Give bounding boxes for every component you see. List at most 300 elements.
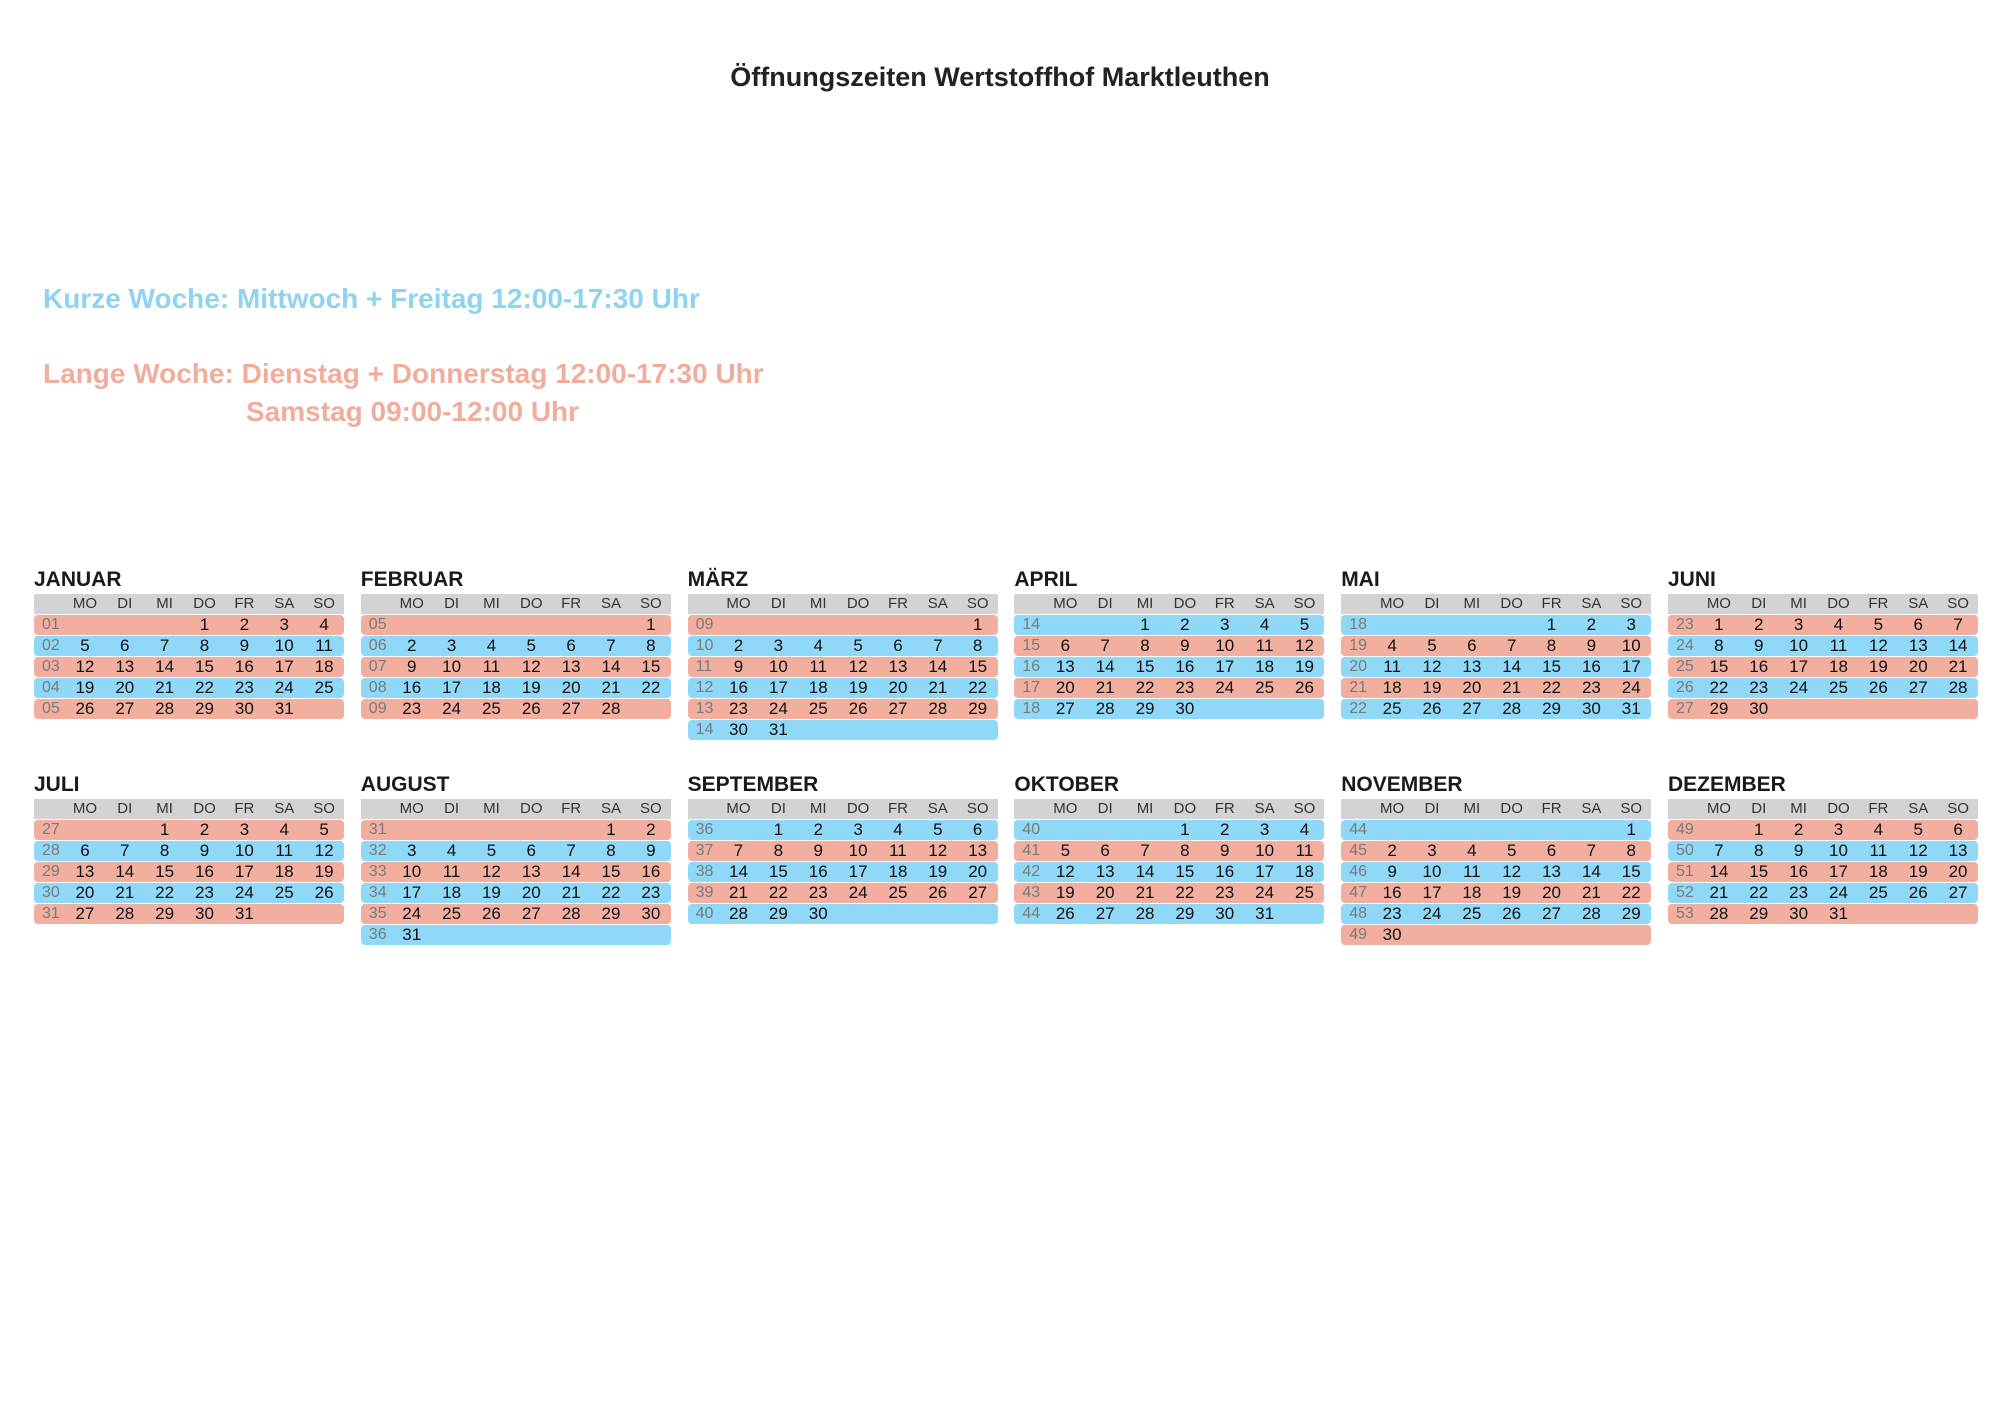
- day-cell: 25: [314, 678, 334, 697]
- day-cell: 14: [1581, 862, 1601, 881]
- day-cell: [432, 925, 472, 945]
- week-row-short: [1668, 678, 1978, 698]
- day-cell: [551, 820, 591, 840]
- day-cell: 14: [1709, 862, 1729, 881]
- week-number-header: [1668, 594, 1699, 614]
- day-cell: [65, 820, 105, 840]
- day-cell: 15: [1135, 657, 1155, 676]
- day-cell: [551, 925, 591, 945]
- day-cell: 7: [1140, 841, 1150, 860]
- day-cell: [1372, 820, 1412, 840]
- day-cell: 17: [1789, 657, 1809, 676]
- day-cell: [918, 615, 958, 635]
- day-cell: 12: [1868, 636, 1888, 655]
- day-cell: 17: [442, 678, 462, 697]
- week-row-short: [1668, 841, 1978, 861]
- day-cell: 10: [768, 657, 788, 676]
- day-cell: [511, 615, 551, 635]
- day-cell: 21: [1095, 678, 1115, 697]
- calendar-week-number: 47: [1349, 884, 1367, 901]
- day-cell: 1: [972, 615, 983, 634]
- day-cell: 18: [274, 862, 294, 881]
- day-cell: 28: [729, 904, 748, 923]
- day-cell: 20: [561, 678, 581, 697]
- day-cell: 16: [1789, 862, 1809, 881]
- day-cell: 12: [1055, 862, 1075, 881]
- day-cell: 1: [1546, 615, 1557, 634]
- day-cell: 24: [768, 699, 788, 718]
- calendar-week-number: 27: [1675, 700, 1694, 717]
- day-cell: 4: [279, 820, 289, 839]
- week-row-short: [688, 820, 998, 840]
- day-cell: 1: [199, 615, 210, 634]
- day-cell: 15: [1175, 862, 1195, 881]
- calendar-week-number: 19: [1349, 637, 1367, 654]
- day-cell: 4: [1259, 615, 1270, 634]
- day-cell: 11: [315, 636, 333, 655]
- day-cell: 6: [893, 636, 903, 655]
- weekday-fr: FR: [234, 800, 255, 817]
- day-cell: 27: [115, 699, 135, 718]
- day-cell: 22: [1621, 883, 1641, 902]
- day-cell: 14: [1502, 657, 1522, 676]
- calendar-week-number: 15: [1022, 637, 1041, 654]
- day-cell: 7: [1714, 841, 1724, 860]
- month-name: AUGUST: [360, 773, 450, 796]
- calendar-week-number: 49: [1675, 821, 1694, 838]
- weekday-sa: SA: [1908, 800, 1929, 817]
- weekday-mo: MO: [1380, 595, 1405, 612]
- day-cell: 24: [1255, 883, 1275, 902]
- day-cell: [1125, 820, 1165, 840]
- day-cell: 6: [1546, 841, 1557, 860]
- day-cell: 28: [1581, 904, 1601, 923]
- day-cell: [1699, 820, 1739, 840]
- day-cell: 20: [1462, 678, 1482, 697]
- week-row-long: [34, 657, 344, 677]
- weekday-mo: MO: [1706, 595, 1731, 612]
- day-cell: 16: [1749, 657, 1769, 676]
- day-cell: 10: [848, 841, 868, 860]
- day-cell: [1452, 820, 1492, 840]
- day-cell: 14: [1095, 657, 1115, 676]
- day-cell: 1: [159, 820, 170, 839]
- weekday-mo: MO: [72, 800, 97, 817]
- week-row-short: [1341, 862, 1651, 882]
- day-cell: 13: [521, 862, 541, 881]
- day-cell: 29: [601, 904, 621, 923]
- day-cell: 19: [521, 678, 541, 697]
- day-cell: 9: [646, 841, 656, 860]
- day-cell: 18: [1829, 657, 1848, 676]
- day-cell: 16: [195, 862, 214, 881]
- weekday-so: SO: [1620, 800, 1643, 817]
- week-row-short: [1668, 636, 1978, 656]
- day-cell: 4: [893, 820, 903, 839]
- weekday-sa: SA: [274, 595, 295, 612]
- day-cell: 5: [319, 820, 329, 839]
- calendar-week-number: 13: [695, 700, 714, 717]
- calendar-week-number: 18: [1349, 616, 1367, 633]
- day-cell: 22: [1175, 883, 1195, 902]
- day-cell: 8: [1546, 636, 1557, 655]
- day-cell: 18: [481, 678, 501, 697]
- day-cell: 13: [1462, 657, 1482, 676]
- calendar-week-number: 34: [368, 884, 387, 901]
- calendar-week-number: 40: [695, 905, 714, 922]
- day-cell: 12: [521, 657, 541, 676]
- day-cell: 4: [319, 615, 329, 634]
- day-cell: 26: [1868, 678, 1888, 697]
- month-november: [1341, 771, 1651, 976]
- day-cell: [432, 615, 472, 635]
- day-cell: 26: [75, 699, 95, 718]
- day-cell: [264, 904, 304, 924]
- calendar-week-number: 14: [1022, 616, 1041, 633]
- week-number-header: [1668, 799, 1699, 819]
- week-row-short: [34, 841, 344, 861]
- day-cell: [1412, 925, 1452, 945]
- day-cell: 4: [446, 841, 457, 860]
- calendar-week-number: 38: [695, 863, 714, 880]
- day-cell: 3: [446, 636, 457, 655]
- day-cell: [472, 820, 512, 840]
- day-cell: 15: [1749, 862, 1769, 881]
- day-cell: [472, 615, 512, 635]
- day-cell: 22: [1542, 678, 1561, 697]
- day-cell: 29: [968, 699, 988, 718]
- day-cell: 21: [155, 678, 175, 697]
- day-cell: 11: [1869, 841, 1888, 860]
- day-cell: 15: [195, 657, 214, 676]
- weekday-mi: MI: [809, 800, 827, 817]
- weekday-so: SO: [313, 800, 335, 817]
- day-cell: 21: [601, 678, 621, 697]
- day-cell: 7: [120, 841, 130, 860]
- page-title: Öffnungszeiten Wertstoffhof Marktleuthen: [730, 62, 1270, 92]
- day-cell: 4: [486, 636, 497, 655]
- day-cell: [1532, 820, 1572, 840]
- calendar-week-number: 14: [695, 721, 714, 738]
- day-cell: [511, 925, 551, 945]
- week-row-long: [34, 699, 344, 719]
- weekday-so: SO: [966, 800, 989, 817]
- week-number-header: [34, 594, 65, 614]
- day-cell: 17: [848, 862, 868, 881]
- weekday-sa: SA: [1581, 595, 1602, 612]
- weekday-di: DI: [444, 595, 460, 612]
- calendar-week-number: 17: [1022, 679, 1041, 696]
- day-cell: 12: [481, 862, 501, 881]
- week-row-short: [1014, 904, 1324, 924]
- day-cell: 31: [768, 720, 788, 739]
- calendar-week-number: 09: [368, 700, 387, 717]
- day-cell: 12: [314, 841, 334, 860]
- calendar-week-number: 37: [695, 842, 714, 859]
- week-row-long: [1014, 841, 1324, 861]
- calendar-week-number: 24: [1675, 637, 1694, 654]
- month-oktober: [1014, 771, 1324, 976]
- weekday-di: DI: [770, 800, 786, 817]
- day-cell: 31: [234, 904, 254, 923]
- day-cell: 5: [853, 636, 863, 655]
- day-cell: 2: [1754, 615, 1764, 634]
- day-cell: [1085, 820, 1125, 840]
- day-cell: 31: [274, 699, 294, 718]
- day-cell: 9: [1220, 841, 1230, 860]
- calendar-week-number: 07: [368, 658, 387, 675]
- weekday-header: [34, 799, 344, 819]
- day-cell: 11: [1295, 841, 1314, 860]
- day-cell: 3: [1626, 615, 1636, 634]
- day-cell: [105, 615, 145, 635]
- day-cell: 18: [1255, 657, 1275, 676]
- week-row-long: [1341, 925, 1651, 945]
- week-row-short: [361, 678, 671, 698]
- year-calendar: [34, 566, 1978, 976]
- calendar-week-number: 31: [42, 905, 60, 922]
- weekday-di: DI: [117, 595, 133, 612]
- day-cell: 24: [234, 883, 254, 902]
- day-cell: [1819, 699, 1859, 719]
- day-cell: 3: [1259, 820, 1270, 839]
- day-cell: 14: [561, 862, 581, 881]
- weekday-so: SO: [1293, 800, 1316, 817]
- week-number-header: [1341, 799, 1372, 819]
- day-cell: 17: [1255, 862, 1275, 881]
- day-cell: 14: [155, 657, 175, 676]
- day-cell: 3: [1427, 841, 1437, 860]
- day-cell: 13: [1055, 657, 1075, 676]
- day-cell: 30: [729, 720, 748, 739]
- day-cell: 7: [933, 636, 943, 655]
- day-cell: [1412, 615, 1452, 635]
- month-april: [1014, 566, 1324, 771]
- day-cell: 18: [808, 678, 828, 697]
- day-cell: [1779, 699, 1819, 719]
- day-cell: 23: [234, 678, 254, 697]
- day-cell: 1: [1626, 820, 1636, 839]
- day-cell: 8: [1714, 636, 1724, 655]
- legend-long-week: Lange Woche: Dienstag + Donnerstag 12:00-17:30 Uhr: [43, 358, 764, 389]
- day-cell: 4: [1467, 841, 1477, 860]
- calendar-week-number: 41: [1022, 842, 1041, 859]
- day-cell: 15: [1709, 657, 1729, 676]
- calendar-week-number: 44: [1349, 821, 1367, 838]
- day-cell: 20: [1542, 883, 1561, 902]
- day-cell: [838, 615, 878, 635]
- day-cell: 12: [1295, 636, 1314, 655]
- week-row-long: [361, 657, 671, 677]
- day-cell: 2: [406, 636, 417, 655]
- weekday-header: [688, 594, 998, 614]
- day-cell: 31: [1255, 904, 1275, 923]
- weekday-do: DO: [1173, 595, 1197, 612]
- day-cell: 19: [1908, 862, 1928, 881]
- day-cell: 28: [1948, 678, 1968, 697]
- day-cell: 20: [1055, 678, 1075, 697]
- month-dezember: [1668, 771, 1978, 976]
- day-cell: 8: [972, 636, 983, 655]
- month-mai: [1341, 566, 1651, 771]
- calendar-week-number: 03: [42, 658, 60, 675]
- day-cell: 28: [155, 699, 175, 718]
- day-cell: 22: [968, 678, 988, 697]
- week-row-long: [688, 615, 998, 635]
- day-cell: 25: [1255, 678, 1275, 697]
- day-cell: 28: [1709, 904, 1729, 923]
- week-number-header: [1014, 594, 1045, 614]
- day-cell: 19: [928, 862, 948, 881]
- day-cell: 26: [481, 904, 501, 923]
- week-number-header: [34, 799, 65, 819]
- day-cell: 26: [1908, 883, 1928, 902]
- day-cell: 17: [1829, 862, 1848, 881]
- day-cell: 20: [1908, 657, 1928, 676]
- day-cell: [304, 699, 344, 719]
- day-cell: 30: [1749, 699, 1769, 718]
- weekday-mo: MO: [72, 595, 97, 612]
- day-cell: 16: [1215, 862, 1235, 881]
- day-cell: 30: [195, 904, 214, 923]
- weekday-header: [34, 594, 344, 614]
- calendar-week-number: 12: [695, 679, 714, 696]
- week-row-short: [1341, 904, 1651, 924]
- day-cell: 10: [1422, 862, 1442, 881]
- week-row-short: [688, 678, 998, 698]
- day-cell: [1245, 699, 1285, 719]
- day-cell: 6: [1100, 841, 1110, 860]
- day-cell: 19: [481, 883, 501, 902]
- weekday-header: [688, 799, 998, 819]
- weekday-mi: MI: [1463, 800, 1481, 817]
- day-cell: 7: [1100, 636, 1110, 655]
- day-cell: 18: [442, 883, 462, 902]
- day-cell: 2: [1220, 820, 1230, 839]
- weekday-do: DO: [846, 595, 870, 612]
- day-cell: 16: [1581, 657, 1601, 676]
- day-cell: 19: [1055, 883, 1075, 902]
- day-cell: 8: [159, 841, 170, 860]
- calendar-week-number: 45: [1349, 842, 1367, 859]
- day-cell: 7: [159, 636, 170, 655]
- weekday-sa: SA: [1254, 595, 1275, 612]
- day-cell: 20: [968, 862, 988, 881]
- day-cell: 19: [1502, 883, 1522, 902]
- calendar-week-number: 22: [1349, 700, 1367, 717]
- weekday-mo: MO: [1053, 800, 1078, 817]
- day-cell: [1372, 615, 1412, 635]
- calendar-week-number: 27: [42, 821, 60, 838]
- week-row-long: [34, 904, 344, 924]
- day-cell: 8: [1754, 841, 1764, 860]
- day-cell: [1571, 925, 1611, 945]
- weekday-do: DO: [193, 595, 216, 612]
- day-cell: 29: [1749, 904, 1769, 923]
- day-cell: 17: [274, 657, 294, 676]
- day-cell: 16: [729, 678, 748, 697]
- day-cell: 14: [1135, 862, 1155, 881]
- day-cell: 8: [606, 841, 616, 860]
- weekday-header: [361, 594, 671, 614]
- day-cell: [392, 820, 432, 840]
- week-row-long: [1341, 636, 1651, 656]
- week-row-short: [34, 883, 344, 903]
- day-cell: 19: [1868, 657, 1888, 676]
- weekday-so: SO: [640, 595, 662, 612]
- day-cell: 24: [402, 904, 422, 923]
- calendar-week-number: 06: [368, 637, 387, 654]
- week-row-short: [688, 904, 998, 924]
- month-september: [688, 771, 998, 976]
- day-cell: [551, 615, 591, 635]
- weekday-header: [1668, 799, 1978, 819]
- weekday-so: SO: [1947, 595, 1969, 612]
- day-cell: 6: [972, 820, 983, 839]
- calendar-week-number: 44: [1022, 905, 1041, 922]
- day-cell: 15: [601, 862, 621, 881]
- day-cell: [1858, 699, 1898, 719]
- weekday-mi: MI: [156, 595, 173, 612]
- day-cell: 21: [1135, 883, 1155, 902]
- day-cell: 7: [1953, 615, 1963, 634]
- week-row-short: [361, 883, 671, 903]
- day-cell: 23: [1215, 883, 1235, 902]
- day-cell: 10: [1829, 841, 1848, 860]
- weekday-di: DI: [1097, 800, 1113, 817]
- day-cell: 18: [1462, 883, 1482, 902]
- month-name: JANUAR: [34, 568, 122, 591]
- day-cell: 15: [1621, 862, 1641, 881]
- weekday-fr: FR: [1868, 800, 1889, 817]
- day-cell: [1205, 699, 1245, 719]
- week-row-short: [688, 636, 998, 656]
- day-cell: 22: [641, 678, 661, 697]
- day-cell: [392, 615, 432, 635]
- weekday-fr: FR: [561, 595, 582, 612]
- day-cell: 10: [402, 862, 422, 881]
- day-cell: [878, 720, 918, 740]
- month-juni: [1668, 566, 1978, 771]
- day-cell: 23: [195, 883, 214, 902]
- day-cell: 1: [646, 615, 656, 634]
- calendar-week-number: 35: [368, 905, 387, 922]
- week-row-short: [1668, 883, 1978, 903]
- day-cell: 1: [1754, 820, 1764, 839]
- day-cell: 24: [848, 883, 868, 902]
- day-cell: 22: [1135, 678, 1155, 697]
- week-row-long: [361, 904, 671, 924]
- day-cell: 4: [1387, 636, 1397, 655]
- day-cell: 30: [1789, 904, 1809, 923]
- week-number-header: [361, 799, 392, 819]
- day-cell: 27: [561, 699, 581, 718]
- week-row-long: [1014, 678, 1324, 698]
- month-juli: [34, 771, 344, 976]
- calendar-week-number: 42: [1022, 863, 1041, 880]
- weekday-fr: FR: [234, 595, 255, 612]
- weekday-fr: FR: [887, 595, 908, 612]
- calendar-week-number: 01: [42, 616, 60, 633]
- week-row-long: [361, 615, 671, 635]
- week-row-long: [1341, 883, 1651, 903]
- day-cell: 17: [1215, 657, 1235, 676]
- week-number-header: [361, 594, 392, 614]
- day-cell: 3: [239, 820, 250, 839]
- day-cell: 21: [1502, 678, 1522, 697]
- day-cell: 20: [521, 883, 541, 902]
- day-cell: [432, 820, 472, 840]
